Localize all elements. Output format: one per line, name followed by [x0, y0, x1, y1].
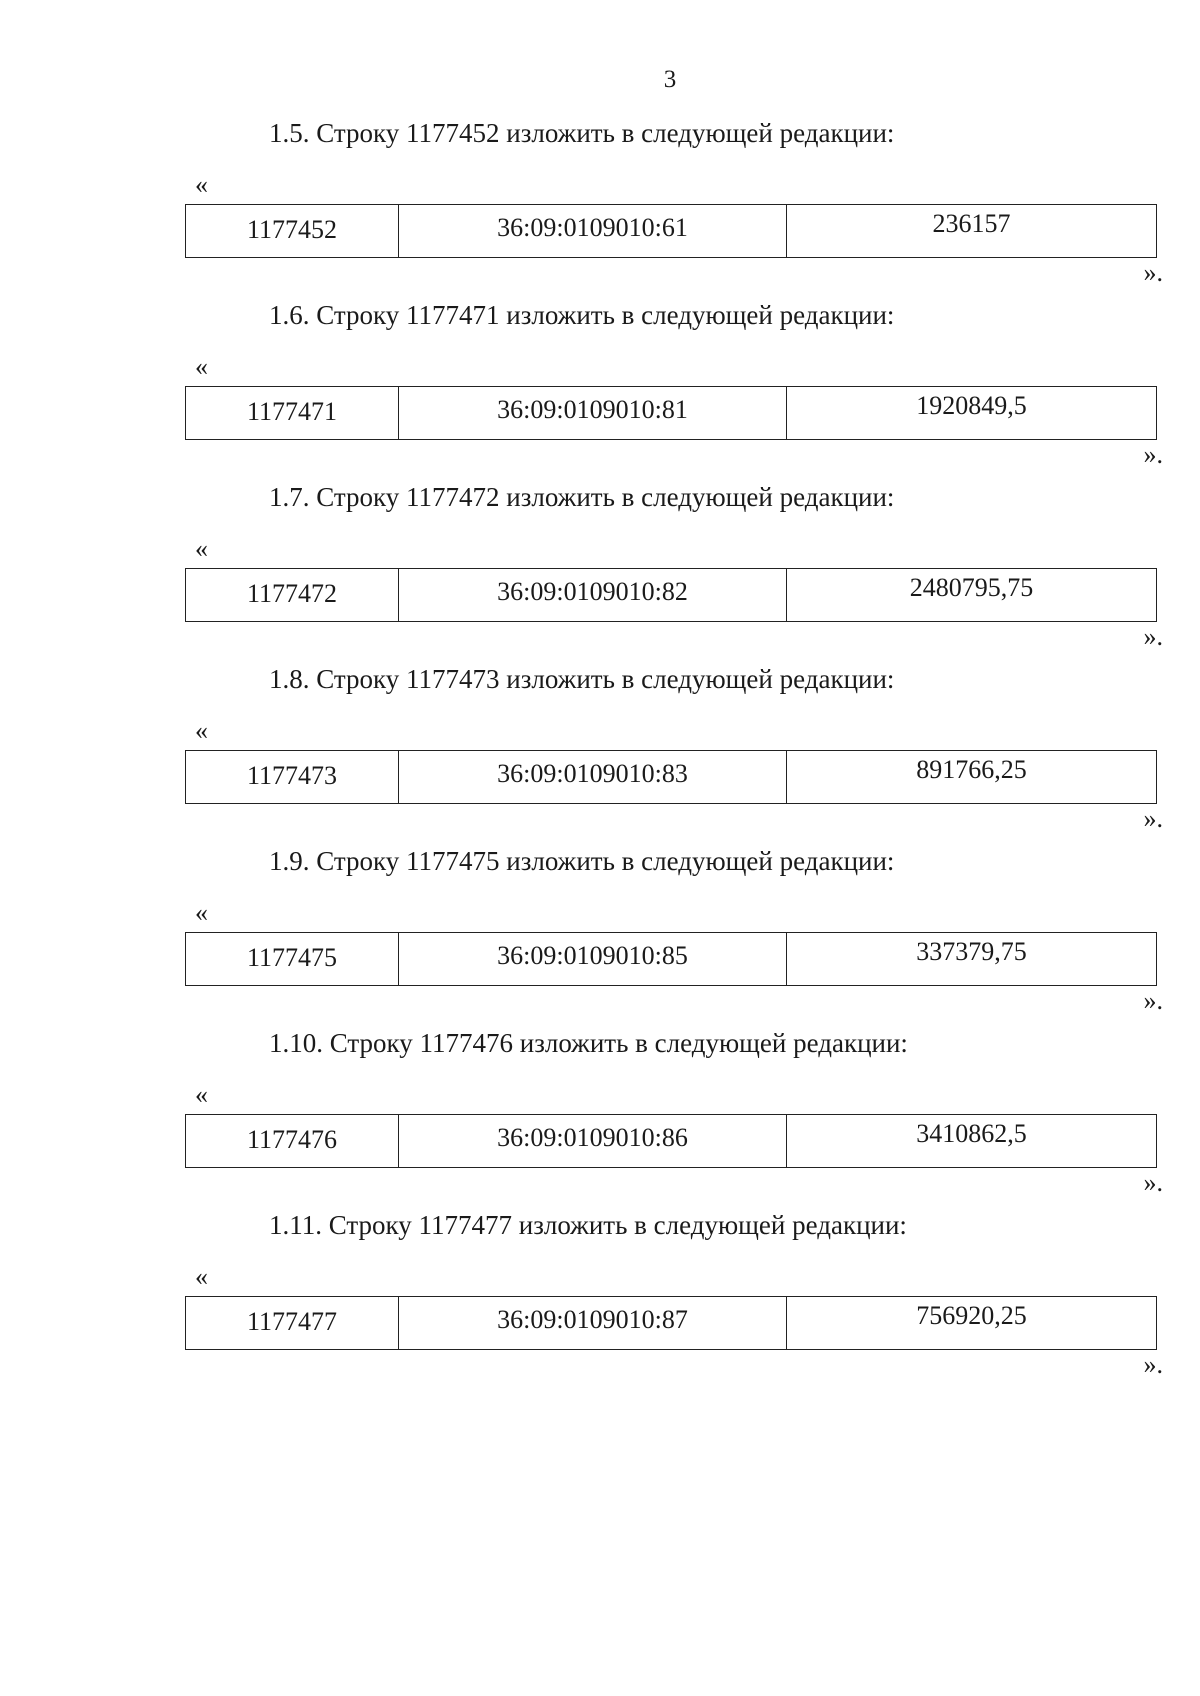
amendment-block-1-5	[185, 118, 1163, 288]
value-cell: 236157	[932, 209, 1011, 238]
amendment-block-1-9	[185, 846, 1163, 1016]
row-id-cell: 1177473	[186, 751, 399, 803]
row-id-cell: 1177476	[186, 1115, 399, 1167]
amendment-block-1-8	[185, 664, 1163, 834]
table-row	[185, 1114, 1157, 1168]
open-quote: «	[195, 1080, 208, 1109]
cadastral-number-cell: 36:09:0109010:83	[399, 751, 787, 803]
close-quote: ».	[1143, 804, 1163, 833]
close-quote: ».	[1143, 986, 1163, 1015]
amendment-heading: 1.8. Строку 1177473 изложить в следующей редакции:	[269, 664, 895, 694]
open-quote: «	[195, 352, 208, 381]
row-id-cell: 1177472	[186, 569, 399, 621]
table-row	[185, 204, 1157, 258]
amendment-block-1-6	[185, 300, 1163, 470]
table-row	[185, 1296, 1157, 1350]
table-row	[185, 750, 1157, 804]
open-quote: «	[195, 170, 208, 199]
value-cell: 756920,25	[916, 1301, 1027, 1330]
cadastral-number-cell: 36:09:0109010:81	[399, 387, 787, 439]
amendment-block-1-10	[185, 1028, 1163, 1198]
row-id-cell: 1177475	[186, 933, 399, 985]
cadastral-number-cell: 36:09:0109010:86	[399, 1115, 787, 1167]
amendment-heading: 1.11. Строку 1177477 изложить в следующей редакции:	[269, 1210, 907, 1240]
open-quote: «	[195, 716, 208, 745]
row-id-cell: 1177477	[186, 1297, 399, 1349]
value-cell: 891766,25	[916, 755, 1027, 784]
amendment-block-1-11	[185, 1210, 1163, 1380]
close-quote: ».	[1143, 440, 1163, 469]
close-quote: ».	[1143, 622, 1163, 651]
amendment-heading: 1.6. Строку 1177471 изложить в следующей редакции:	[269, 300, 895, 330]
amendment-block-1-7	[185, 482, 1163, 652]
value-cell: 2480795,75	[909, 573, 1034, 602]
amendment-heading: 1.5. Строку 1177452 изложить в следующей редакции:	[269, 118, 895, 148]
close-quote: ».	[1143, 1350, 1163, 1379]
cadastral-number-cell: 36:09:0109010:85	[399, 933, 787, 985]
open-quote: «	[195, 534, 208, 563]
amendment-heading: 1.7. Строку 1177472 изложить в следующей редакции:	[269, 482, 895, 512]
amendment-heading: 1.10. Строку 1177476 изложить в следующей редакции:	[269, 1028, 908, 1058]
open-quote: «	[195, 1262, 208, 1291]
page-number: 3	[663, 66, 677, 93]
amendment-heading: 1.9. Строку 1177475 изложить в следующей редакции:	[269, 846, 895, 876]
table-row	[185, 568, 1157, 622]
open-quote: «	[195, 898, 208, 927]
row-id-cell: 1177452	[186, 205, 399, 257]
cadastral-number-cell: 36:09:0109010:82	[399, 569, 787, 621]
value-cell: 337379,75	[916, 937, 1027, 966]
table-row	[185, 932, 1157, 986]
cadastral-number-cell: 36:09:0109010:61	[399, 205, 787, 257]
cadastral-number-cell: 36:09:0109010:87	[399, 1297, 787, 1349]
table-row	[185, 386, 1157, 440]
close-quote: ».	[1143, 258, 1163, 287]
close-quote: ».	[1143, 1168, 1163, 1197]
value-cell: 1920849,5	[916, 391, 1027, 420]
row-id-cell: 1177471	[186, 387, 399, 439]
value-cell: 3410862,5	[916, 1119, 1027, 1148]
